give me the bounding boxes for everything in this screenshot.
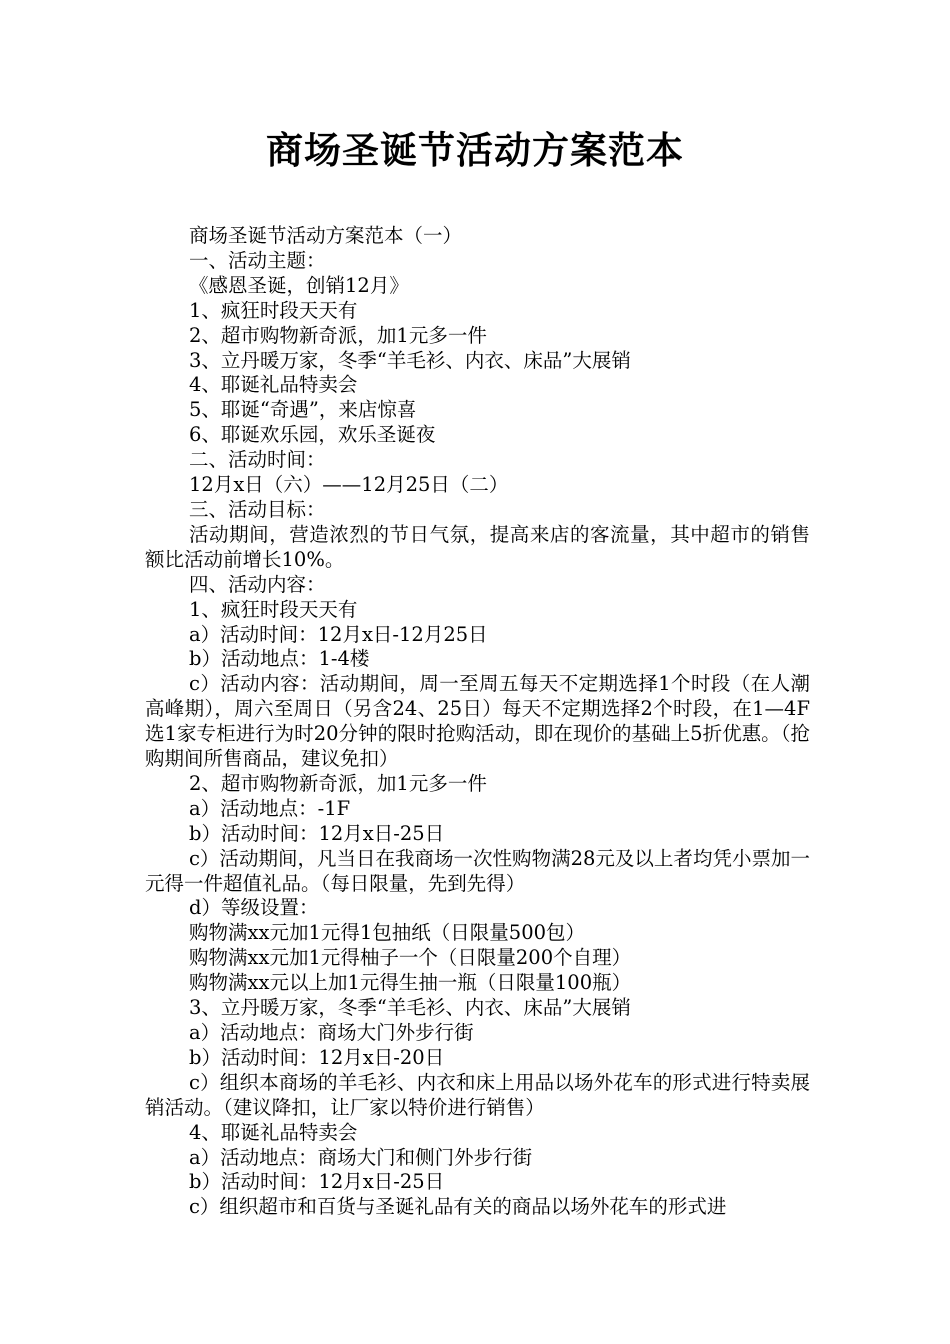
document-paragraph: 1、疯狂时段天天有: [189, 298, 358, 322]
document-paragraph: b）活动时间：12月x日-25日: [189, 821, 445, 845]
document-paragraph: 四、活动内容：: [189, 572, 326, 596]
document-paragraph: 三、活动目标：: [189, 497, 326, 521]
document-paragraph: d）等级设置：: [189, 896, 319, 920]
document-paragraph: 12月x日（六）——12月25日（二）: [189, 473, 509, 497]
document-paragraph: 2、超市购物新奇派，加1元多一件: [189, 323, 487, 347]
document-paragraph: 2、超市购物新奇派，加1元多一件: [189, 771, 487, 795]
document-paragraph: 6、耶诞欢乐园，欢乐圣诞夜: [189, 423, 436, 447]
document-paragraph: c）活动内容：活动期间，周一至周五每天不定期选择1个时段（在人潮高峰期），周六至周日（另含24、25日）每天不定期选择2个时段，在1—4F选1家专柜进行为时20分钟的限时抢购活动，即在现价的基础上5折优惠。（抢购期间所售商品，建议免扣）: [145, 672, 810, 771]
document-paragraph: 购物满xx元加1元得1包抽纸（日限量500包）: [189, 921, 586, 945]
document-paragraph: a）活动地点：商场大门和侧门外步行街: [189, 1145, 533, 1169]
document-paragraph: a）活动地点：商场大门外步行街: [189, 1021, 474, 1044]
document-paragraph: 购物满xx元加1元得柚子一个（日限量200个自理）: [189, 946, 632, 970]
document-paragraph: a）活动时间：12月x日-12月25日: [189, 622, 488, 646]
document-paragraph: 4、耶诞礼品特卖会: [189, 373, 358, 397]
document-paragraph: b）活动时间：12月x日-25日: [189, 1170, 445, 1194]
document-paragraph: 一、活动主题：: [189, 248, 326, 272]
document-body: [145, 224, 810, 1220]
document-paragraph: c）组织本商场的羊毛衫、内衣和床上用品以场外花车的形式进行特卖展销活动。（建议降扣，让厂家以特价进行销售）: [145, 1070, 810, 1119]
document-paragraph: b）活动时间：12月x日-20日: [189, 1045, 445, 1069]
document-paragraph: 商场圣诞节活动方案范本（一）: [189, 224, 463, 247]
document-paragraph: 活动期间，营造浓烈的节日气氛，提高来店的客流量，其中超市的销售额比活动前增长10%。: [145, 522, 810, 571]
document-paragraph: b）活动地点：1-4楼: [189, 647, 370, 671]
document-paragraph: 二、活动时间：: [189, 448, 326, 472]
document-paragraph: c）组织超市和百货与圣诞礼品有关的商品以场外花车的形式进: [189, 1195, 727, 1219]
document-paragraph: 购物满xx元以上加1元得生抽一瓶（日限量100瓶）: [189, 971, 632, 995]
document-paragraph: a）活动地点：-1F: [189, 796, 351, 820]
document-paragraph: c）活动期间，凡当日在我商场一次性购物满28元及以上者均凭小票加一元得一件超值礼品。（每日限量，先到先得）: [145, 846, 810, 895]
document-title: 商场圣诞节活动方案范本: [266, 129, 684, 172]
document-paragraph: 4、耶诞礼品特卖会: [189, 1120, 358, 1144]
document-paragraph: 5、耶诞“奇遇”，来店惊喜: [189, 398, 417, 422]
document-paragraph: 《感恩圣诞，创销12月》: [189, 273, 409, 297]
document-paragraph: 3、立丹暖万家，冬季“羊毛衫、内衣、床品”大展销: [189, 996, 631, 1020]
document-paragraph: 3、立丹暖万家，冬季“羊毛衫、内衣、床品”大展销: [189, 348, 631, 372]
document-paragraph: 1、疯狂时段天天有: [189, 597, 358, 621]
